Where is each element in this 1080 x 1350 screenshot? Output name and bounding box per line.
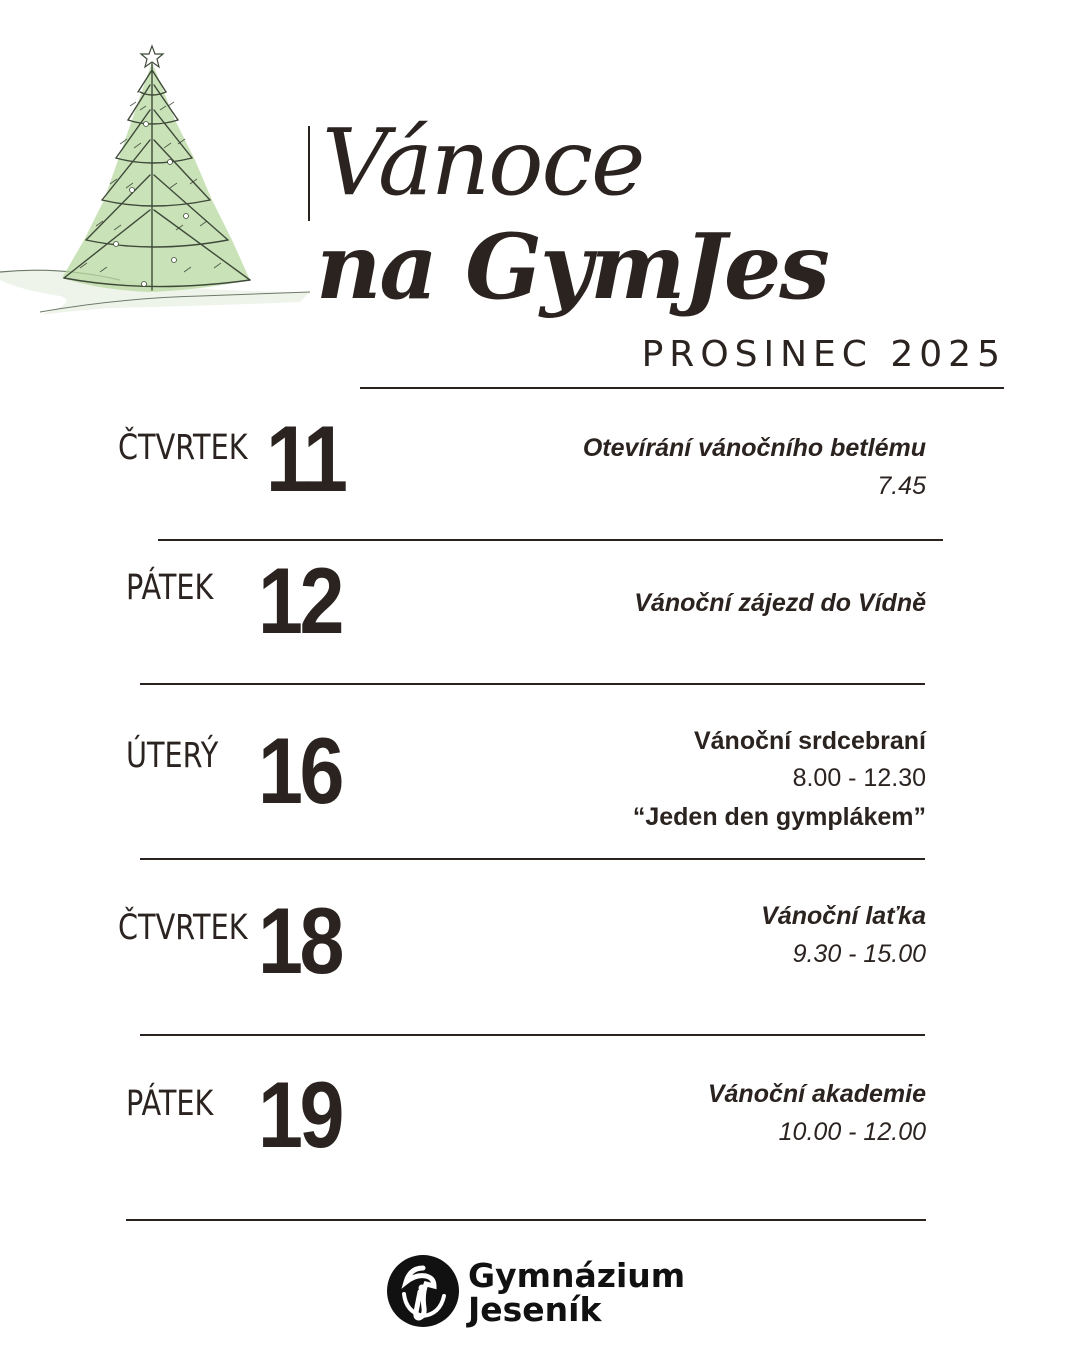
row-divider-4 [140, 1034, 925, 1036]
event-title-5: Vánoční akademie [707, 1080, 926, 1108]
day-number-5: 19 [258, 1062, 342, 1167]
title-accent-bar [308, 126, 310, 221]
day-name-4: ČTVRTEK [118, 908, 248, 948]
event-time-4: 9.30 - 15.00 [792, 940, 926, 968]
day-number-4: 18 [258, 888, 342, 993]
event-subtitle-3: “Jeden den gymplákem” [632, 803, 926, 831]
header-divider [360, 387, 1004, 389]
school-logo-icon [386, 1254, 460, 1328]
event-title-4: Vánoční laťka [761, 902, 926, 930]
event-time-1: 7.45 [877, 472, 926, 500]
title-line-1: Vánoce [322, 109, 644, 216]
row-divider-3 [140, 858, 925, 860]
day-name-5: PÁTEK [126, 1084, 214, 1124]
event-title-2: Vánoční zájezd do Vídně [634, 589, 926, 617]
row-divider-1 [158, 539, 943, 541]
row-divider-5 [126, 1219, 926, 1221]
day-number-1: 11 [266, 406, 345, 511]
logo-text-line-2: Jeseník [468, 1290, 602, 1329]
event-time-5: 10.00 - 12.00 [778, 1118, 926, 1146]
logo-text-line-1: Gymnázium [468, 1256, 686, 1295]
month-label: PROSINEC 2025 [641, 334, 1006, 375]
event-title-1: Otevírání vánočního betlému [582, 434, 926, 462]
title-line-2: na GymJes [316, 214, 828, 320]
day-name-1: ČTVRTEK [118, 428, 248, 468]
day-number-3: 16 [258, 718, 342, 823]
row-divider-2 [140, 683, 925, 685]
event-time-3: 8.00 - 12.30 [792, 764, 926, 792]
day-number-2: 12 [258, 548, 342, 653]
christmas-tree-illustration [0, 40, 320, 325]
event-title-3: Vánoční srdcebraní [693, 727, 926, 755]
day-name-3: ÚTERÝ [126, 736, 219, 776]
day-name-2: PÁTEK [126, 568, 214, 608]
